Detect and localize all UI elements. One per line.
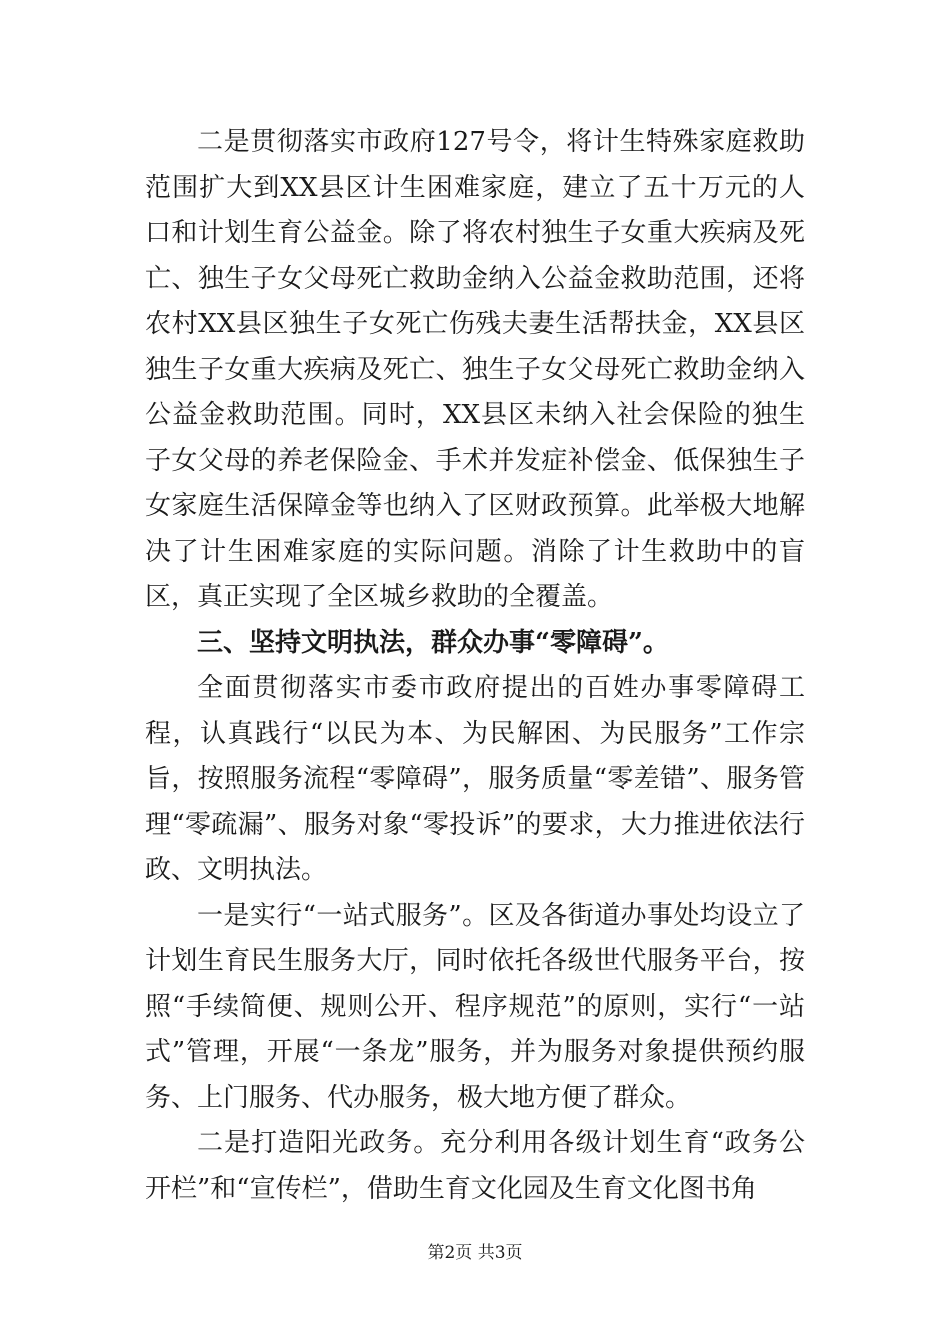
paragraph-one-stop-service: 一是实行“一站式服务”。区及各街道办事处均设立了计划生育民生服务大厅，同时依托各级世代服务平台，按照“手续简便、规则公开、程序规范”的原则，实行“一站式”管理，开展“一条龙”服务，并为服务对象提供预约服务、上门服务、代办服务，极大地方便了群众。 [145,900,805,1113]
paragraph-zero-barrier-project: 全面贯彻落实市委市政府提出的百姓办事零障碍工程，认真践行“以民为本、为民解困、为民服务”工作宗旨，按照服务流程“零障碍”，服务质量“零差错”、服务管理“零疏漏”、服务对象“零投诉”的要求，大力推进依法行政、文明执法。 [145,673,805,885]
section-heading-civilized-law-enforcement: 三、坚持文明执法，群众办事“零障碍”。 [197,627,669,658]
paragraph-sunshine-government: 二是打造阳光政务。充分利用各级计划生育“政务公开栏”和“宣传栏”，借助生育文化园及生育文化图书角 [145,1128,805,1204]
document-body [145,120,805,1212]
page-footer: 第2页 共3页 [427,1243,523,1263]
paragraph-relief-scope: 二是贯彻落实市政府127号令，将计生特殊家庭救助范围扩大到XX县区计生困难家庭，建立了五十万元的人口和计划生育公益金。除了将农村独生子女重大疾病及死亡、独生子女父母死亡救助金纳入公益金救助范围，还将农村XX县区独生子女死亡伤残夫妻生活帮扶金，XX县区独生子女重大疾病及死亡、独生子女父母死亡救助金纳入公益金救助范围。同时，XX县区未纳入社会保险的独生子女父母的养老保险金、手术并发症补偿金、低保独生子女家庭生活保障金等也纳入了区财政预算。此举极大地解决了计生困难家庭的实际问题。消除了计生救助中的盲区，真正实现了全区城乡救助的全覆盖。 [145,127,805,612]
